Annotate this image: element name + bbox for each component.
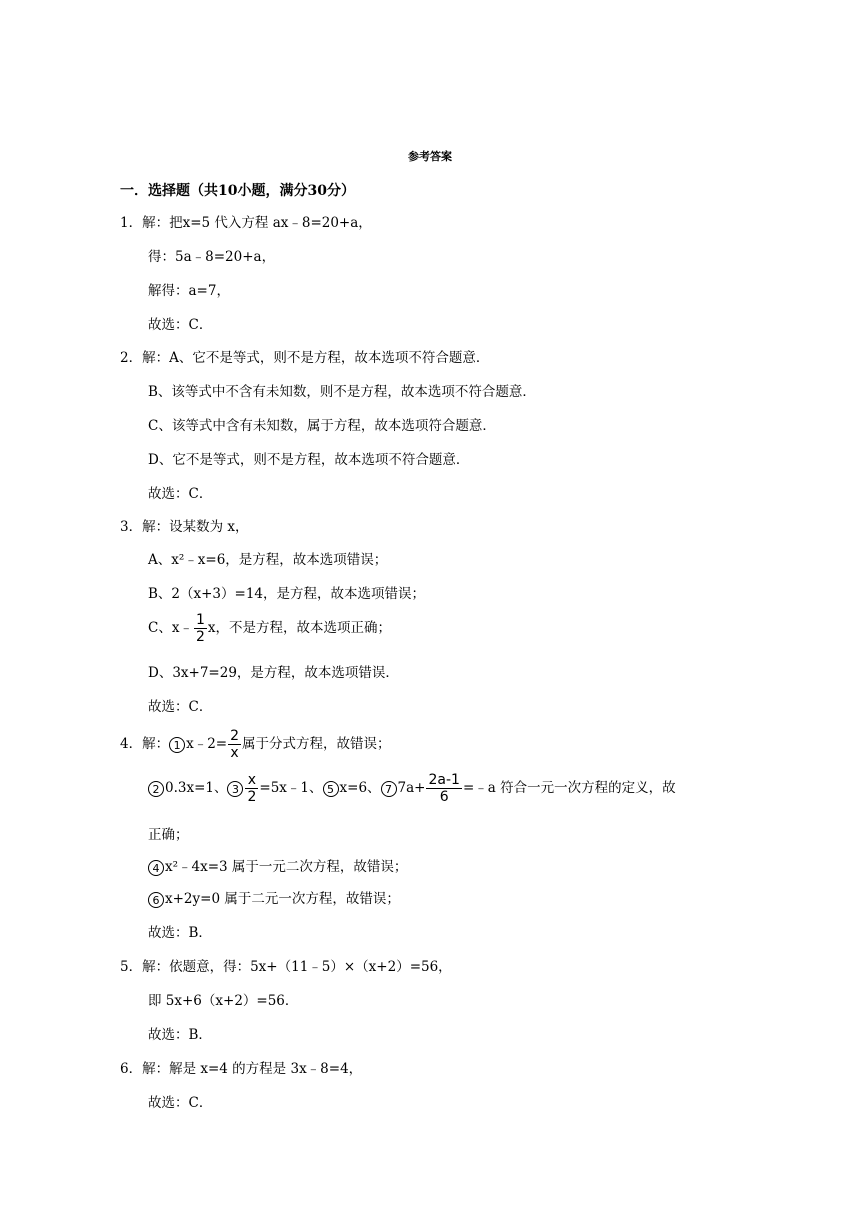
q1-line-2: 得：5a﹣8=20+a， bbox=[148, 249, 276, 265]
q3-option-b: B、2（x+3）=14，是方程，故本选项错误； bbox=[148, 586, 426, 602]
q2-option-a: A、它不是等式，则不是方程，故本选项不符合题意． bbox=[169, 350, 490, 366]
q3-line-1: 3．解：设某数为 x， bbox=[120, 519, 249, 535]
q6-line-1: 6．解：解是 x=4 的方程是 3x﹣8=4， bbox=[120, 1061, 363, 1077]
q2-option-c: C、该等式中含有未知数，属于方程，故本选项符合题意． bbox=[148, 418, 496, 434]
q4-line-3: 4 x²﹣4x=3 属于一元二次方程，故错误； bbox=[148, 858, 407, 876]
q1-line-3: 解得：a=7， bbox=[148, 283, 230, 299]
q2-answer: 故选：C． bbox=[148, 486, 213, 502]
q5-line-2: 即 5x+6（x+2）=56． bbox=[148, 993, 299, 1009]
circled-6: 6 bbox=[148, 892, 164, 908]
q6-answer: 故选：C． bbox=[148, 1095, 213, 1111]
q3-option-d: D、3x+7=29，是方程，故本选项错误． bbox=[148, 665, 399, 681]
q3-c-post: x，不是方程，故本选项正确； bbox=[207, 620, 391, 636]
circled-5: 5 bbox=[323, 781, 339, 797]
q3-answer: 故选：C． bbox=[148, 699, 213, 715]
q4-line-2-cont: 正确； bbox=[148, 827, 189, 843]
section-heading: 一．选择题（共10小题，满分30分） bbox=[120, 183, 355, 199]
q2-line-1 bbox=[120, 349, 489, 367]
q4-line-4: 6 x+2y=0 属于二元一次方程，故错误； bbox=[148, 890, 400, 908]
q2-head: 2．解： bbox=[120, 350, 170, 366]
q1-answer: 故选：C． bbox=[148, 317, 213, 333]
circled-2: 2 bbox=[148, 781, 164, 797]
page-title: 参考答案 bbox=[408, 150, 452, 163]
q3-c-pre: C、x﹣ bbox=[148, 620, 193, 636]
q1-line-1 bbox=[120, 214, 372, 232]
circled-4: 4 bbox=[148, 860, 164, 876]
q3-option-c bbox=[148, 612, 391, 645]
q5-answer: 故选：B． bbox=[148, 1027, 212, 1043]
circled-7: 7 bbox=[381, 781, 397, 797]
q4-fraction-1: $\frac{2}{x}$ bbox=[230, 728, 240, 761]
q4-head: 4．解： bbox=[120, 736, 170, 752]
circled-3: 3 bbox=[227, 781, 243, 797]
q1-text: x=5 代入方程 ax﹣8=20+a， bbox=[182, 215, 372, 231]
q3-option-a: A、x²﹣x=6，是方程，故本选项错误； bbox=[148, 552, 388, 568]
q2-option-b: B、该等式中不含有未知数，则不是方程，故本选项不符合题意． bbox=[148, 384, 536, 400]
q4-line-1: 4．解： 1 x﹣2= $\frac{2}{x}$ 属于分式方程，故错误； bbox=[120, 728, 391, 761]
q4-answer: 故选：B． bbox=[148, 925, 212, 941]
q2-option-d: D、它不是等式，则不是方程，故本选项不符合题意． bbox=[148, 452, 470, 468]
q3-fraction: $\frac{1}{2}$ bbox=[195, 612, 205, 645]
q1-head: 1．解：把 bbox=[120, 215, 183, 231]
q5-line-1: 5．解：依题意，得：5x+（11﹣5）×（x+2）=56， bbox=[120, 959, 452, 975]
q4-fraction-3: $\frac{2a-1}{6}$ bbox=[428, 772, 460, 805]
q4-fraction-2: $\frac{x}{2}$ bbox=[247, 772, 257, 805]
circled-1: 1 bbox=[169, 737, 185, 753]
q4-line-2: 2 0.3x=1、 3 $\frac{x}{2}$ =5x﹣1、 5 x=6、 7 7a+ $\frac{2a-1}{6}$ =﹣a 符合一元一次方程的定义，故 bbox=[148, 772, 676, 805]
